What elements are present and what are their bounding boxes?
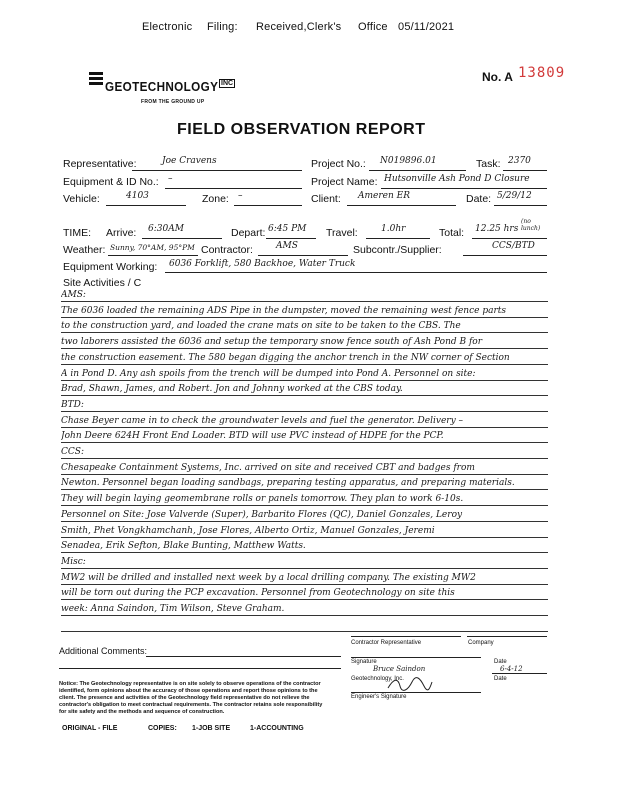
note-line: Personnel on Site: Jose Valverde (Super), Barbarito Flores (QC), Daniel Gonzales, Leroy	[61, 510, 463, 520]
equipment-underline	[165, 188, 302, 189]
depart-label: Depart:	[231, 227, 266, 239]
equipment-label: Equipment & ID No.:	[63, 176, 159, 188]
contractor-rep-underline	[351, 636, 461, 637]
equipment-value: –	[168, 174, 173, 184]
contractor-rep-label: Contractor Representative	[351, 640, 422, 646]
ruled-line	[61, 348, 548, 349]
note-line: Smith, Phet Vongkhamchanh, Jose Flores, Alberto Ortiz, Manuel Gonzales, Jeremi	[61, 526, 435, 536]
note-line: CCS:	[61, 447, 84, 457]
arrive-underline	[142, 238, 222, 239]
dist-original: ORIGINAL - FILE	[62, 725, 118, 732]
company-logo	[89, 72, 103, 91]
ruled-line	[61, 615, 548, 616]
filing-stamp-date: 05/11/2021	[398, 21, 455, 33]
notice-line: identified, form opinions about the accuracy of those operations and report those opinions to the	[59, 688, 318, 694]
travel-underline	[366, 238, 430, 239]
project-no-value: N019896.01	[380, 156, 437, 166]
note-line: The 6036 loaded the remaining ADS Pipe in the dumpster, moved the remaining west fence parts	[61, 306, 506, 316]
subcontr-underline	[463, 255, 547, 256]
logo-mark-icon	[89, 72, 103, 86]
signature-name: Bruce Saindon	[373, 665, 426, 673]
form-title: FIELD OBSERVATION REPORT	[177, 121, 426, 138]
notice-line: client. The presence and activities of the Geotechnology field representative do not relieve the	[59, 695, 310, 701]
weather-value: Sunny, 70°AM, 95°PM	[110, 243, 195, 252]
ruled-line	[61, 568, 548, 569]
arrive-value: 6:30AM	[148, 224, 184, 234]
note-line: Chesapeake Containment Systems, Inc. arrived on site and received CBT and badges from	[61, 463, 475, 473]
additional-comments-underline	[146, 656, 341, 657]
weather-underline	[108, 255, 198, 256]
total-label: Total:	[439, 227, 465, 239]
client-value: Ameren ER	[358, 191, 410, 201]
signature-underline	[351, 657, 481, 658]
notice-text	[59, 681, 322, 716]
equipment-working-label: Equipment Working:	[63, 261, 158, 273]
ruled-line	[61, 521, 548, 522]
equipment-working-underline	[165, 272, 547, 273]
ruled-line	[61, 458, 548, 459]
note-line: John Deere 624H Front End Loader. BTD will use PVC instead of HDPE for the PCP.	[61, 431, 444, 441]
subcontr-value: CCS/BTD	[492, 241, 535, 251]
contractor-label: Contractor:	[201, 244, 253, 256]
filing-stamp-filing: Filing:	[207, 21, 238, 33]
representative-value: Joe Cravens	[162, 156, 217, 166]
additional-comments-line-2	[59, 668, 341, 669]
engineer-signature-scribble	[386, 676, 434, 692]
date-label: Date:	[466, 193, 492, 205]
note-line: Brad, Shawn, James, and Robert. Jon and Johnny worked at the CBS today.	[61, 384, 403, 394]
note-line: MW2 will be drilled and installed next week by a local drilling company. The existing MW2	[61, 573, 476, 583]
client-underline	[347, 205, 456, 206]
notice-line: for site safety and the methods and sequence of construction.	[59, 709, 225, 715]
ruled-line	[61, 505, 548, 506]
ruled-line	[61, 631, 548, 632]
note-line: Misc:	[61, 557, 86, 567]
logo-text: GEOTECHNOLOGY	[105, 79, 219, 94]
note-line: week: Anna Saindon, Tim Wilson, Steve Graham.	[61, 604, 285, 614]
company-underline	[467, 636, 547, 637]
contractor-underline	[258, 255, 348, 256]
project-name-underline	[381, 188, 547, 189]
contractor-value: AMS	[276, 241, 298, 251]
time-label: TIME:	[63, 227, 91, 239]
total-note: (no lunch)	[521, 218, 541, 232]
vehicle-label: Vehicle:	[63, 193, 100, 205]
logo-suffix: INC	[221, 80, 234, 87]
note-line: Chase Beyer came in to check the groundwater levels and fuel the generator. Delivery –	[61, 416, 464, 426]
ruled-line	[61, 301, 548, 302]
doc-number-label: No. A	[482, 70, 513, 84]
ruled-line	[61, 552, 548, 553]
dist-accounting: 1-ACCOUNTING	[250, 725, 304, 732]
doc-number-value: 13809	[518, 65, 566, 81]
task-underline	[503, 170, 547, 171]
project-name-value: Hutsonville Ash Pond D Closure	[384, 174, 530, 184]
note-line: two laborers assisted the 6036 and setup the temporary snow fence south of Ash Pond B for	[61, 337, 483, 347]
filing-stamp-electronic: Electronic	[142, 21, 193, 33]
equipment-working-value: 6036 Forklift, 580 Backhoe, Water Truck	[169, 259, 356, 269]
ruled-line	[61, 395, 548, 396]
task-value: 2370	[508, 156, 531, 166]
note-line: will be torn out during the PCP excavation. Personnel from Geotechnology on site this	[61, 588, 455, 598]
weather-label: Weather:	[63, 244, 106, 256]
signature-label: Signature	[351, 659, 377, 665]
vehicle-value: 4103	[126, 191, 149, 201]
ruled-line	[61, 489, 548, 490]
date-label-1: Date	[494, 659, 507, 665]
travel-label: Travel:	[326, 227, 358, 239]
additional-comments-label: Additional Comments:	[59, 646, 148, 656]
project-no-label: Project No.:	[311, 158, 366, 170]
note-line: AMS:	[61, 290, 86, 300]
ruled-line	[61, 474, 548, 475]
note-line: Senadea, Erik Sefton, Blake Bunting, Matthew Watts.	[61, 541, 306, 551]
site-activities-label: Site Activities / C	[63, 277, 142, 289]
sign-date-underline	[492, 673, 547, 674]
client-label: Client:	[311, 193, 341, 205]
zone-value: –	[238, 191, 243, 201]
zone-label: Zone:	[202, 193, 229, 205]
dist-jobsite: 1-JOB SITE	[192, 725, 231, 732]
date-underline	[494, 205, 547, 206]
ruled-line	[61, 364, 548, 365]
note-line: BTD:	[61, 400, 84, 410]
subcontr-label: Subcontr./Supplier:	[353, 244, 442, 256]
dist-copies: COPIES:	[148, 725, 177, 732]
engineer-signature-underline	[351, 692, 481, 693]
representative-label: Representative:	[63, 158, 137, 170]
ruled-line	[61, 380, 548, 381]
total-value: 12.25 hrs	[475, 224, 519, 234]
filing-stamp-received: Received,Clerk's	[256, 21, 342, 33]
ruled-line	[61, 332, 548, 333]
sign-date: 6-4-12	[500, 665, 523, 673]
notice-line: Notice: The Geotechnology representative is on site solely to observe operations of the contractor	[59, 681, 321, 687]
date-value: 5/29/12	[497, 191, 532, 201]
engineer-signature-label: Engineer's Signature	[351, 694, 407, 700]
representative-underline	[132, 170, 302, 171]
note-line: to the construction yard, and loaded the crane mats on site to be taken to the CBS. The	[61, 321, 461, 331]
ruled-line	[61, 599, 548, 600]
notice-line: contractor's obligation to meet contractual requirements. The contractor retains sole responsibility	[59, 702, 323, 708]
logo-tagline: FROM THE GROUND UP	[141, 99, 205, 105]
date-label-2: Date	[494, 676, 507, 682]
zone-underline	[234, 205, 302, 206]
vehicle-underline	[106, 205, 186, 206]
ruled-line	[61, 411, 548, 412]
company-label: Company	[468, 640, 494, 646]
depart-value: 6:45 PM	[268, 224, 307, 234]
project-name-label: Project Name:	[311, 176, 378, 188]
ruled-line	[61, 317, 548, 318]
note-line: the construction easement. The 580 began digging the anchor trench in the NW corner of Section	[61, 353, 510, 363]
geotech-label: Geotechnology, Inc.	[351, 676, 404, 682]
ruled-line	[61, 584, 548, 585]
total-underline	[472, 238, 547, 239]
arrive-label: Arrive:	[106, 227, 137, 239]
note-line: A in Pond D. Any ash spoils from the trench will be dumped into Pond A. Personnel on site:	[61, 369, 476, 379]
task-label: Task:	[476, 158, 501, 170]
ruled-line	[61, 427, 548, 428]
ruled-line	[61, 537, 548, 538]
project-no-underline	[369, 170, 466, 171]
filing-stamp-office: Office	[358, 21, 388, 33]
travel-value: 1.0hr	[381, 224, 406, 234]
note-line: They will begin laying geomembrane rolls or panels tomorrow. They plan to work 6-10s.	[61, 494, 464, 504]
note-line: Newton. Personnel began loading sandbags, preparing testing apparatus, and preparing materials.	[61, 478, 515, 488]
ruled-line	[61, 442, 548, 443]
depart-underline	[266, 238, 316, 239]
